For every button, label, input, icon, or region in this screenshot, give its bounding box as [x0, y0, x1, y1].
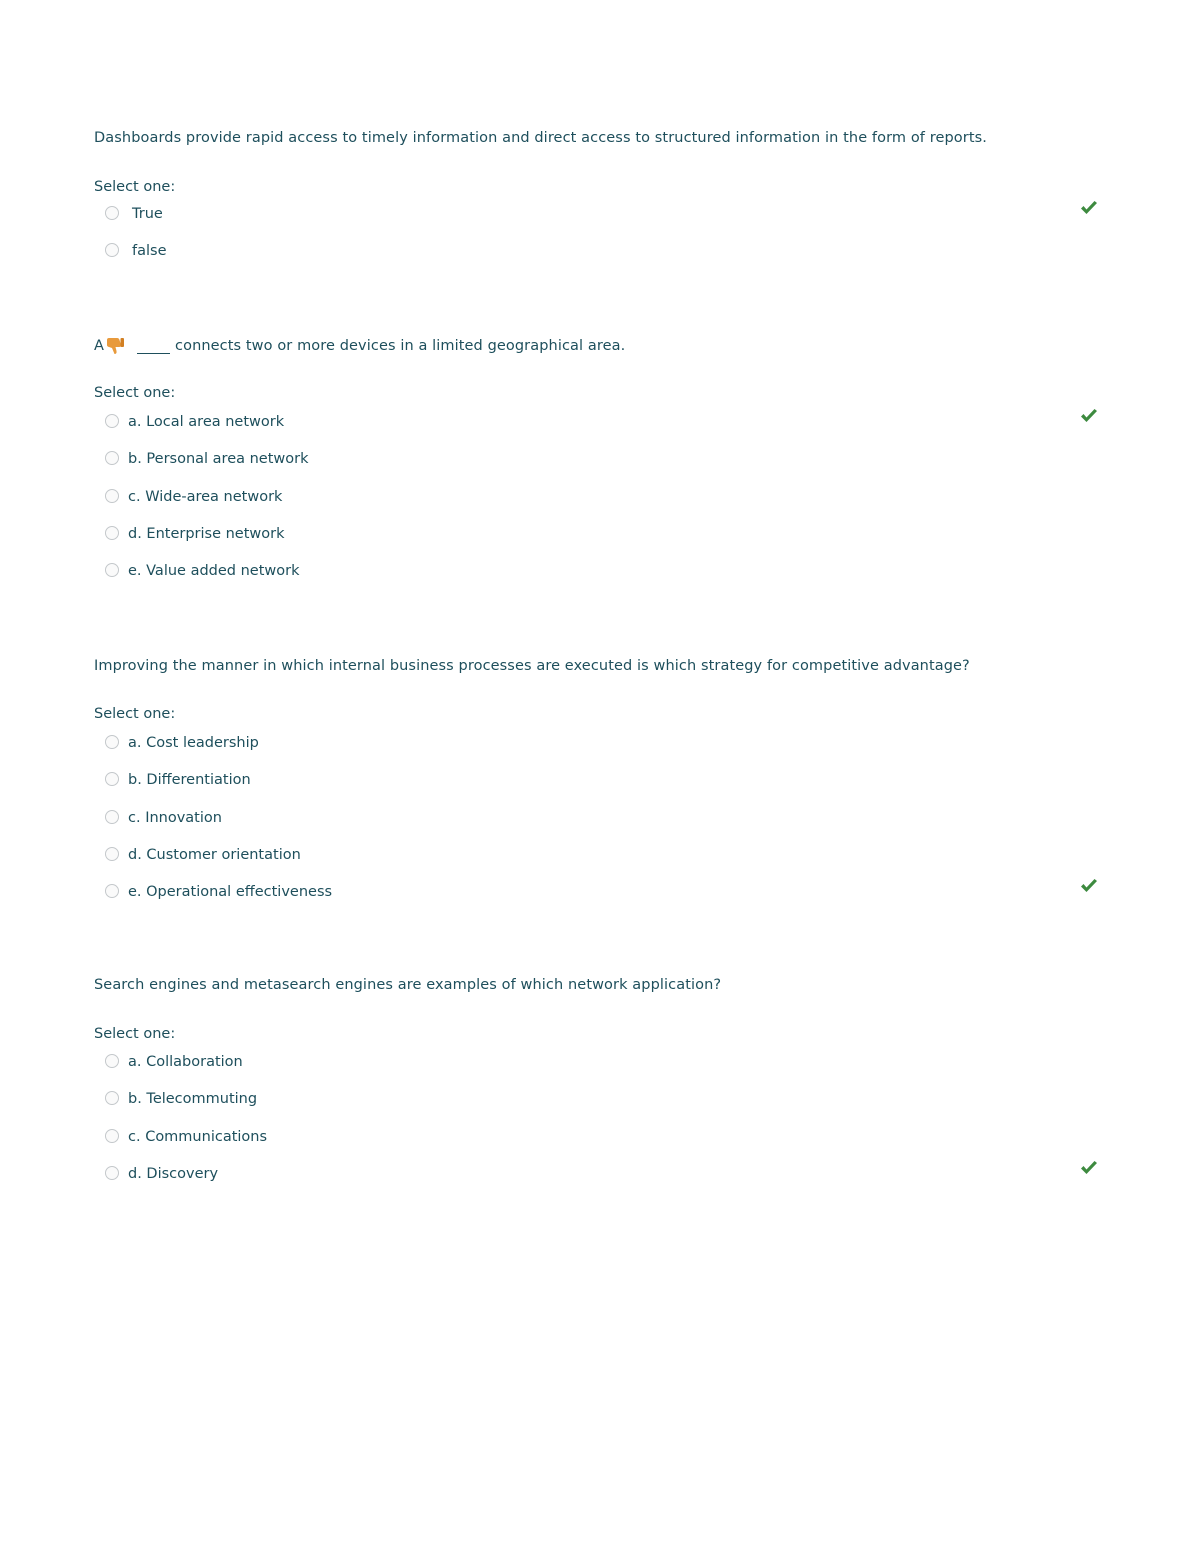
option-label: e. Operational effectiveness — [128, 884, 333, 901]
option-e[interactable] — [94, 883, 1104, 920]
check-icon — [1080, 878, 1098, 894]
radio-icon[interactable] — [105, 1054, 119, 1068]
select-one-prompt: Select one: — [94, 179, 176, 195]
question-4 — [94, 975, 1104, 1202]
question-text: Improving the manner in which internal business processes are executed is which strategy for competitive advantage? — [94, 658, 970, 674]
option-label: false — [132, 243, 167, 260]
option-a[interactable] — [94, 734, 1104, 771]
question-3 — [94, 656, 1104, 920]
radio-icon[interactable] — [105, 735, 119, 749]
option-label: c. Innovation — [128, 809, 222, 826]
option-d[interactable] — [94, 1165, 1104, 1202]
question-text-row — [94, 336, 1104, 356]
question-text: Search engines and metasearch engines are examples of which network application? — [94, 977, 722, 993]
options-list — [94, 1053, 1104, 1202]
radio-icon[interactable] — [105, 206, 119, 220]
options-list — [94, 413, 1104, 599]
radio-icon[interactable] — [105, 1129, 119, 1143]
option-label: b. Telecommuting — [128, 1091, 258, 1108]
option-label: d. Customer orientation — [128, 846, 301, 863]
radio-icon[interactable] — [105, 1166, 119, 1180]
radio-icon[interactable] — [105, 414, 119, 428]
option-label: a. Local area network — [128, 414, 285, 430]
option-d[interactable] — [94, 525, 1104, 562]
radio-icon[interactable] — [105, 884, 119, 898]
radio-icon[interactable] — [105, 489, 119, 503]
radio-icon[interactable] — [105, 526, 119, 540]
option-label: d. Enterprise network — [128, 525, 285, 542]
option-label: d. Discovery — [128, 1165, 219, 1182]
option-label: b. Differentiation — [128, 772, 251, 789]
select-one-prompt: Select one: — [94, 385, 176, 401]
option-label: e. Value added network — [128, 563, 300, 580]
option-true[interactable] — [94, 205, 1104, 242]
option-d[interactable] — [94, 846, 1104, 883]
radio-icon[interactable] — [105, 1091, 119, 1105]
check-icon — [1080, 200, 1098, 216]
check-icon — [1080, 1160, 1098, 1176]
question-2 — [94, 336, 1104, 599]
radio-icon[interactable] — [105, 243, 119, 257]
options-list — [94, 734, 1104, 920]
option-a[interactable] — [94, 413, 1104, 450]
check-icon — [1080, 408, 1098, 424]
option-c[interactable] — [94, 809, 1104, 846]
answer-blank — [137, 339, 170, 354]
question-text: Dashboards provide rapid access to timely information and direct access to structured information in the form of reports. — [94, 130, 987, 146]
option-a[interactable] — [94, 1053, 1104, 1090]
option-b[interactable] — [94, 771, 1104, 808]
radio-icon[interactable] — [105, 772, 119, 786]
radio-icon[interactable] — [105, 563, 119, 577]
option-e[interactable] — [94, 562, 1104, 599]
radio-icon[interactable] — [105, 810, 119, 824]
option-label: True — [132, 206, 163, 222]
option-c[interactable] — [94, 488, 1104, 525]
select-one-prompt: Select one: — [94, 706, 176, 722]
option-b[interactable] — [94, 450, 1104, 487]
option-label: c. Wide-area network — [128, 488, 283, 505]
option-b[interactable] — [94, 1090, 1104, 1127]
select-one-prompt: Select one: — [94, 1026, 176, 1042]
option-label: b. Personal area network — [128, 451, 309, 468]
option-c[interactable] — [94, 1128, 1104, 1165]
option-label: a. Collaboration — [128, 1054, 243, 1070]
question-text-prefix: A — [94, 338, 105, 354]
option-false[interactable] — [94, 242, 1104, 279]
option-label: c. Communications — [128, 1128, 268, 1145]
question-1 — [94, 128, 1104, 280]
thumbs-down-icon — [105, 337, 125, 355]
question-text: connects two or more devices in a limited geographical area. — [175, 338, 626, 354]
option-label: a. Cost leadership — [128, 735, 259, 751]
radio-icon[interactable] — [105, 451, 119, 465]
radio-icon[interactable] — [105, 847, 119, 861]
options-list — [94, 205, 1104, 280]
